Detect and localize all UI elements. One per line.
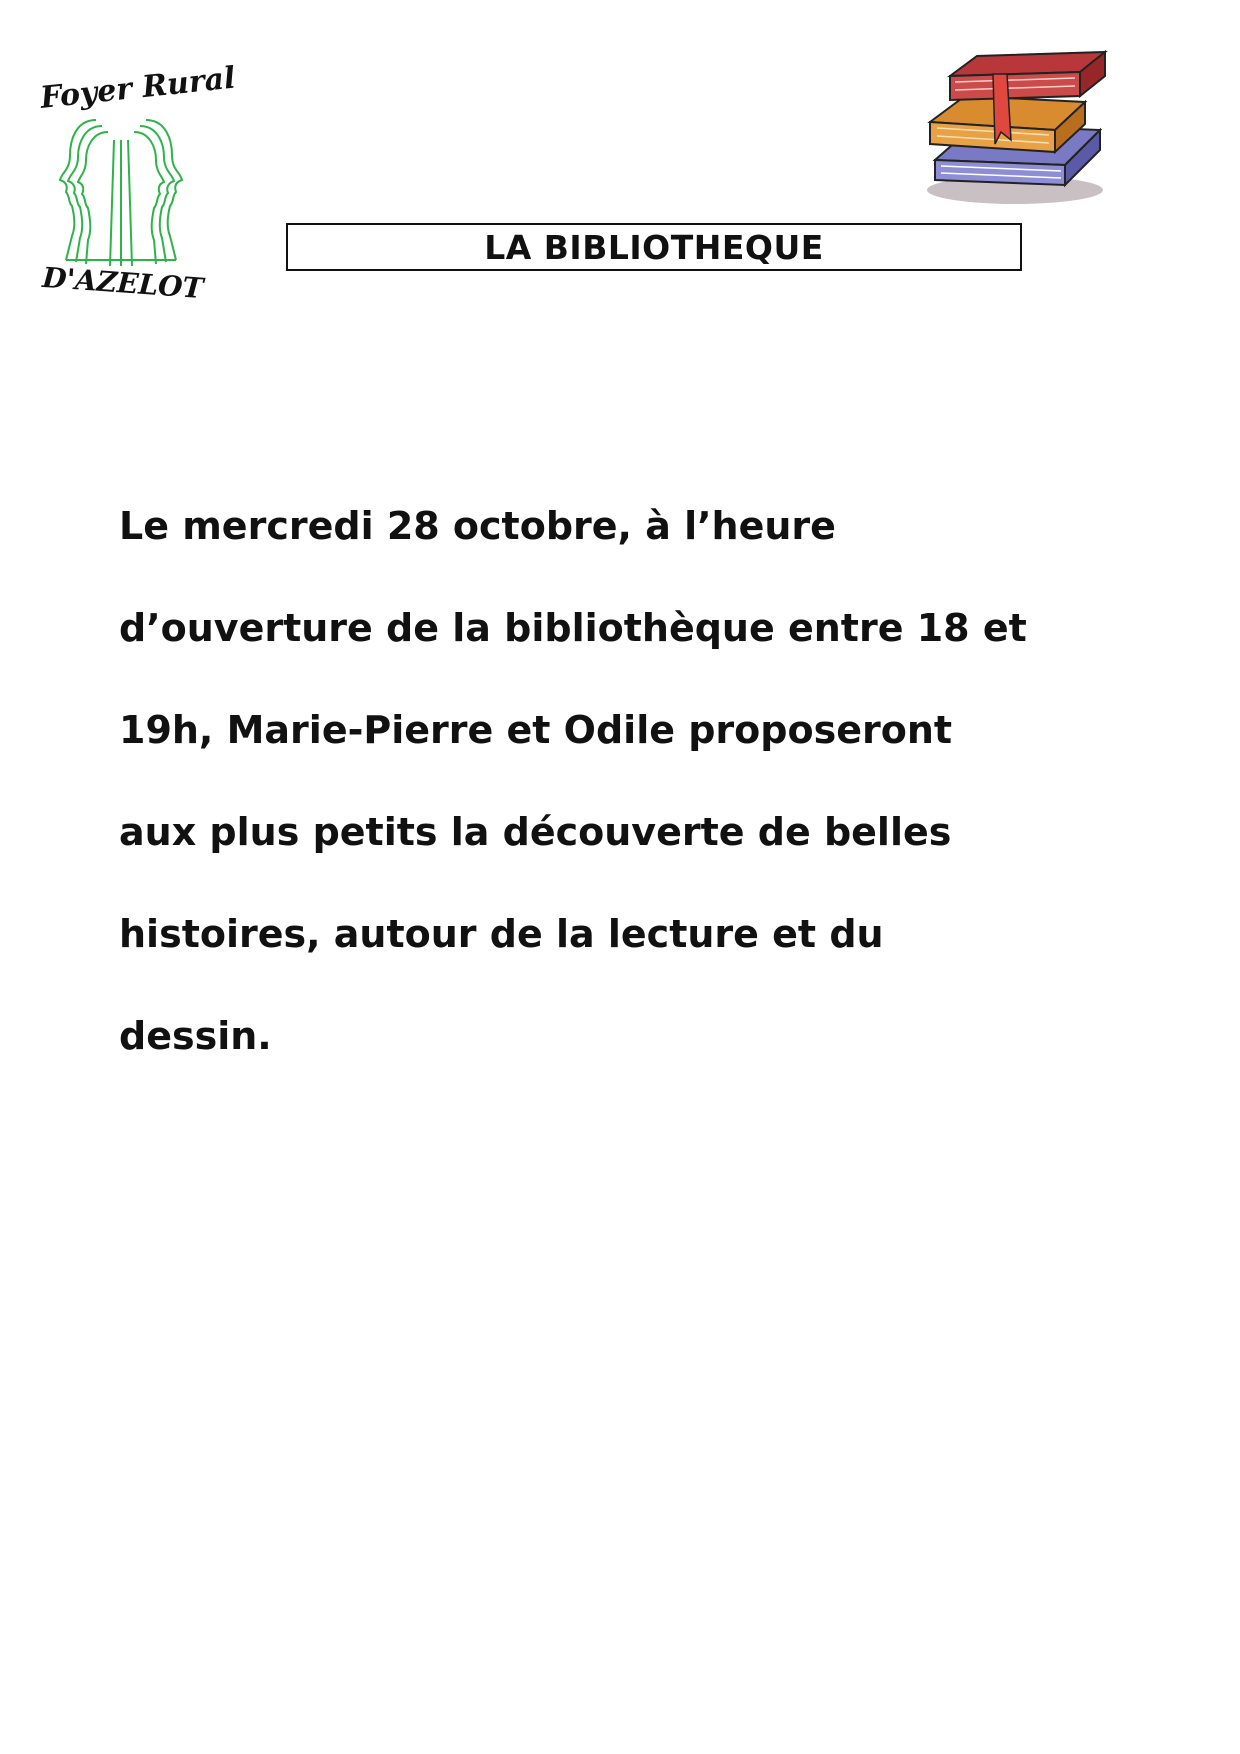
body-paragraph: [119, 480, 1169, 1092]
body-line: dessin.: [119, 1014, 272, 1058]
stacked-books-icon: [915, 40, 1115, 215]
logo-bottom-text: D'AZELOT: [41, 260, 205, 306]
body-line: d’ouverture de la bibliothèque entre 18 et: [119, 606, 1027, 650]
title-box: [286, 223, 1022, 271]
logo-top-text: Foyer Rural: [38, 60, 238, 116]
foyer-rural-logo: [36, 60, 238, 306]
body-line: aux plus petits la découverte de belles: [119, 810, 952, 854]
body-line: 19h, Marie-Pierre et Odile proposeront: [119, 708, 953, 752]
body-line: histoires, autour de la lecture et du: [119, 912, 884, 956]
body-line: Le mercredi 28 octobre, à l’heure: [119, 504, 836, 548]
two-facing-profiles-icon: [36, 60, 238, 306]
page-title: LA BIBLIOTHEQUE: [484, 227, 824, 267]
